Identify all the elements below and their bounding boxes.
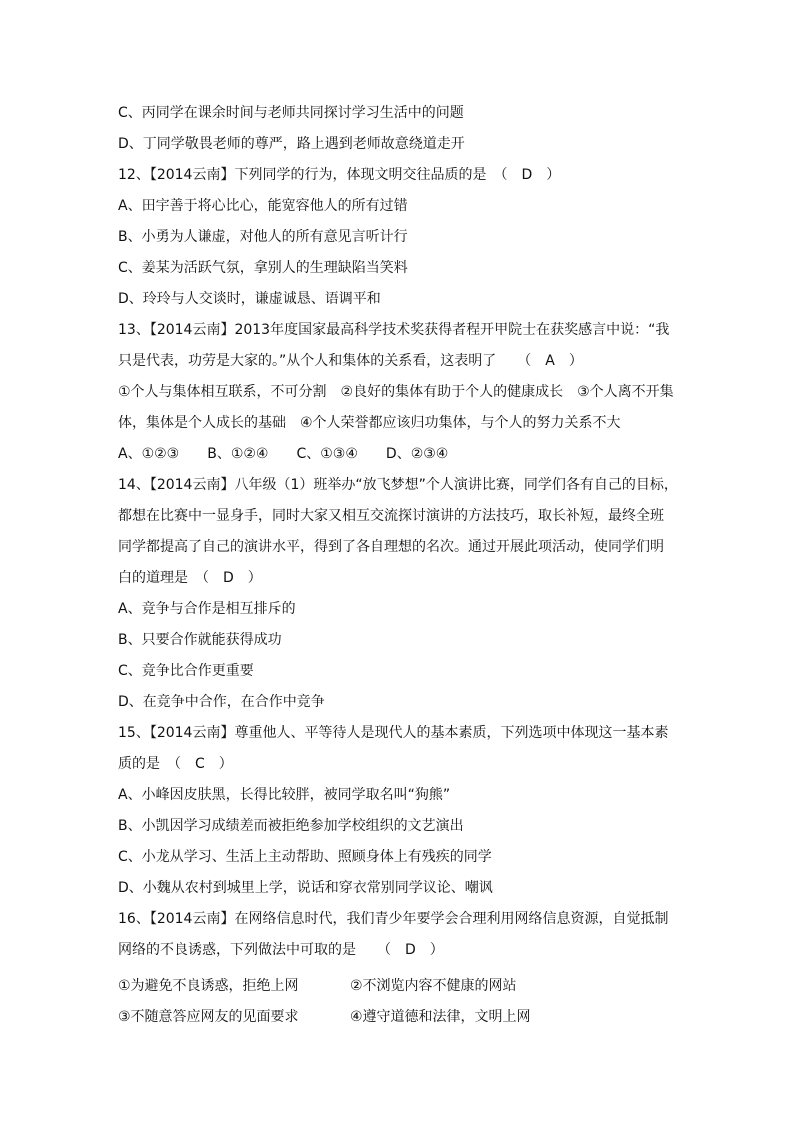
question-15-stem: 质的是 （ C ） [118,756,233,772]
option-line: D、丁同学敬畏老师的尊严，路上遇到老师故意绕道走开 [118,136,465,152]
question-14-stem: 都想在比赛中一显身手，同时大家又相互交流探讨演讲的方法技巧，取长补短，最终全班 [118,508,664,524]
option-line: A、田宇善于将心比心，能宽容他人的所有过错 [118,198,408,214]
question-12-stem: 12、【2014云南】下列同学的行为，体现文明交往品质的是 （ D ） [118,167,561,183]
option-line: A、①②③ B、①②④ C、①③④ D、②③④ [118,446,449,462]
option-line: A、小峰因皮肤黑，长得比较胖，被同学取名叫“狗熊” [118,787,451,803]
option-line: C、丙同学在课余时间与老师共同探讨学习生活中的问题 [118,105,464,121]
question-13-stem: 13、【2014云南】2013年度国家最高科学技术奖获得者程开甲院士在获奖感言中说：“我 [118,322,670,338]
option-line: A、竞争与合作是相互排斥的 [118,601,296,617]
option-line: C、姜某为活跃气氛，拿别人的生理缺陷当笑料 [118,260,408,276]
option-line: D、在竞争中合作，在合作中竞争 [118,694,325,710]
statement-1: ①为避免不良诱惑，拒绝上网 [118,978,299,994]
option-line: D、玲玲与人交谈时，谦虚诚恳、语调平和 [118,291,381,307]
question-16-stem: 网络的不良诱惑，下列做法中可取的是 （ D ） [118,942,444,958]
option-line: C、竞争比合作更重要 [118,663,254,679]
statement-row [118,1007,678,1027]
question-14-stem: 白的道理是 （ D ） [118,570,262,586]
statement-line: 体，集体是个人成长的基础 ④个人荣誉都应该归功集体，与个人的努力关系不大 [118,415,621,431]
question-14-stem: 同学都提高了自己的演讲水平，得到了各自理想的名次。通过开展此项活动，使同学们明 [118,539,664,555]
option-line: B、小凯因学习成绩差而被拒绝参加学校组织的文艺演出 [118,818,464,834]
question-15-stem: 15、【2014云南】尊重他人、平等待人是现代人的基本素质，下列选项中体现这一基本素 [118,725,669,741]
question-16-stem: 16、【2014云南】在网络信息时代，我们青少年要学会合理利用网络信息资源，自觉抵制 [118,911,669,927]
option-line: B、小勇为人谦虚，对他人的所有意见言听计行 [118,229,408,245]
option-line: C、小龙从学习、生活上主动帮助、照顾身体上有残疾的同学 [118,849,492,865]
statement-row [118,976,678,996]
statement-line: ①个人与集体相互联系，不可分割 ②良好的集体有助于个人的健康成长 ③个人离不开集 [118,384,674,400]
option-line: B、只要合作就能获得成功 [118,632,282,648]
statement-2: ②不浏览内容不健康的网站 [350,978,517,994]
question-13-stem: 只是代表，功劳是大家的。”从个人和集体的关系看，这表明了 （ A ） [118,353,583,369]
option-line: D、小魏从农村到城里上学，说话和穿衣常别同学议论、嘲讽 [118,880,493,896]
statement-4: ④遵守道德和法律，文明上网 [350,1009,531,1025]
statement-3: ③不随意答应网友的见面要求 [118,1009,299,1025]
question-14-stem: 14、【2014云南】八年级（1）班举办“放飞梦想”个人演讲比赛，同学们各有自己的目标， [118,477,678,493]
